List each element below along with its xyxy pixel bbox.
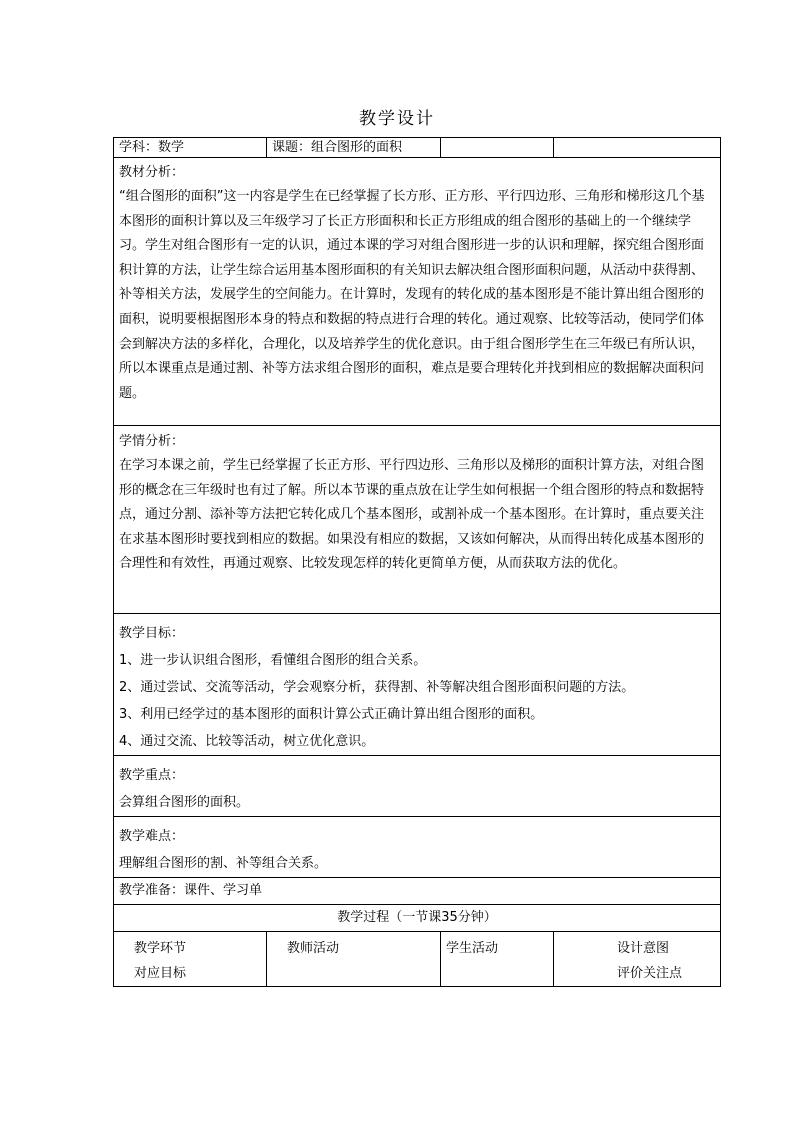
column-stage-line2: 对应目标: [134, 966, 187, 981]
subject-cell: 学科：数学: [114, 138, 267, 158]
document-title: 教学设计: [359, 109, 435, 129]
key-points-label: 教学重点：: [119, 768, 185, 783]
textbook-analysis-row: [114, 158, 721, 426]
column-purpose-line1: 设计意图: [617, 941, 670, 956]
process-title: 教学过程（一节课35分钟）: [114, 905, 721, 932]
key-points-row: [114, 756, 721, 817]
blank-cell-2: [554, 138, 721, 158]
textbook-analysis-text: “组合图形的面积”这一内容是学生在已经掌握了长方形、正方形、平行四边形、三角形和梯形这几个基本图形的面积计算以及三年级学习了长正方形面积和长正方形组成的组合图形的基础上的一个继续学习。学生对组合图形有一定的认识，通过本课的学习对组合图形进一步的认识和理解，探究组合图形面积计算的方法，让学生综合运用基本图形面积的有关知识去解决组合图形面积问题，从活动中获得割、补等相关方法，发展学生的空间能力。在计算时，发现有的转化成的基本图形是不能计算出组合图形的面积，说明要根据图形本身的特点和数据的特点进行合理的转化。通过观察、比较等活动，使同学们体会到解决方法的多样化，合理化，以及培养学生的优化意识。由于组合图形学生在三年级已有所认识，所以本课重点是通过割、补等方法求组合图形的面积，难点是要合理转化并找到相应的数据解决面积问题。: [119, 189, 705, 401]
column-stage: [114, 932, 267, 987]
objective-item: 4、通过交流、比较等活动，树立优化意识。: [119, 734, 375, 749]
process-title-row: [114, 905, 721, 932]
preparation-row: [114, 878, 721, 905]
objectives-label: 教学目标：: [119, 626, 185, 641]
textbook-analysis-label: 教材分析：: [119, 165, 185, 180]
objective-item: 1、进一步认识组合图形，看懂组合图形的组合关系。: [119, 653, 427, 668]
topic-cell: 课题：组合图形的面积: [267, 138, 441, 158]
objective-item: 3、利用已经学过的基本图形的面积计算公式正确计算出组合图形的面积。: [119, 707, 544, 722]
column-purpose: [554, 932, 721, 987]
blank-cell-1: [441, 138, 554, 158]
student-analysis-row: [114, 426, 721, 614]
difficulties-label: 教学难点：: [119, 829, 185, 844]
column-purpose-line2: 评价关注点: [617, 966, 683, 981]
student-analysis-text: 在学习本课之前，学生已经掌握了长正方形、平行四边形、三角形以及梯形的面积计算方法，对组合图形的概念在三年级时也有过了解。所以本节课的重点放在让学生如何根据一个组合图形的特点和数据特点，通过分割、添补等方法把它转化成几个基本图形，或割补成一个基本图形。在计算时，重点要关注在求基本图形时要找到相应的数据。如果没有相应的数据，又该如何解决，从而得出转化成基本图形的合理性和有效性，再通过观察、比较发现怎样的转化更简单方便，从而获取方法的优化。: [119, 458, 705, 571]
key-points-text: 会算组合图形的面积。: [119, 795, 250, 810]
difficulties-text: 理解组合图形的割、补等组合关系。: [119, 856, 328, 871]
preparation-text: 教学准备：课件、学习单: [114, 878, 721, 905]
student-analysis-label: 学情分析：: [119, 434, 185, 449]
column-teacher: 教师活动: [267, 932, 441, 987]
header-row: [114, 138, 721, 158]
process-columns-row: [114, 932, 721, 987]
column-student: 学生活动: [441, 932, 554, 987]
column-stage-line1: 教学环节: [134, 941, 187, 956]
lesson-plan-table: [113, 137, 721, 987]
objectives-row: [114, 614, 721, 756]
objective-item: 2、通过尝试、交流等活动，学会观察分析，获得割、补等解决组合图形面积问题的方法。: [119, 680, 635, 695]
difficulties-row: [114, 817, 721, 878]
